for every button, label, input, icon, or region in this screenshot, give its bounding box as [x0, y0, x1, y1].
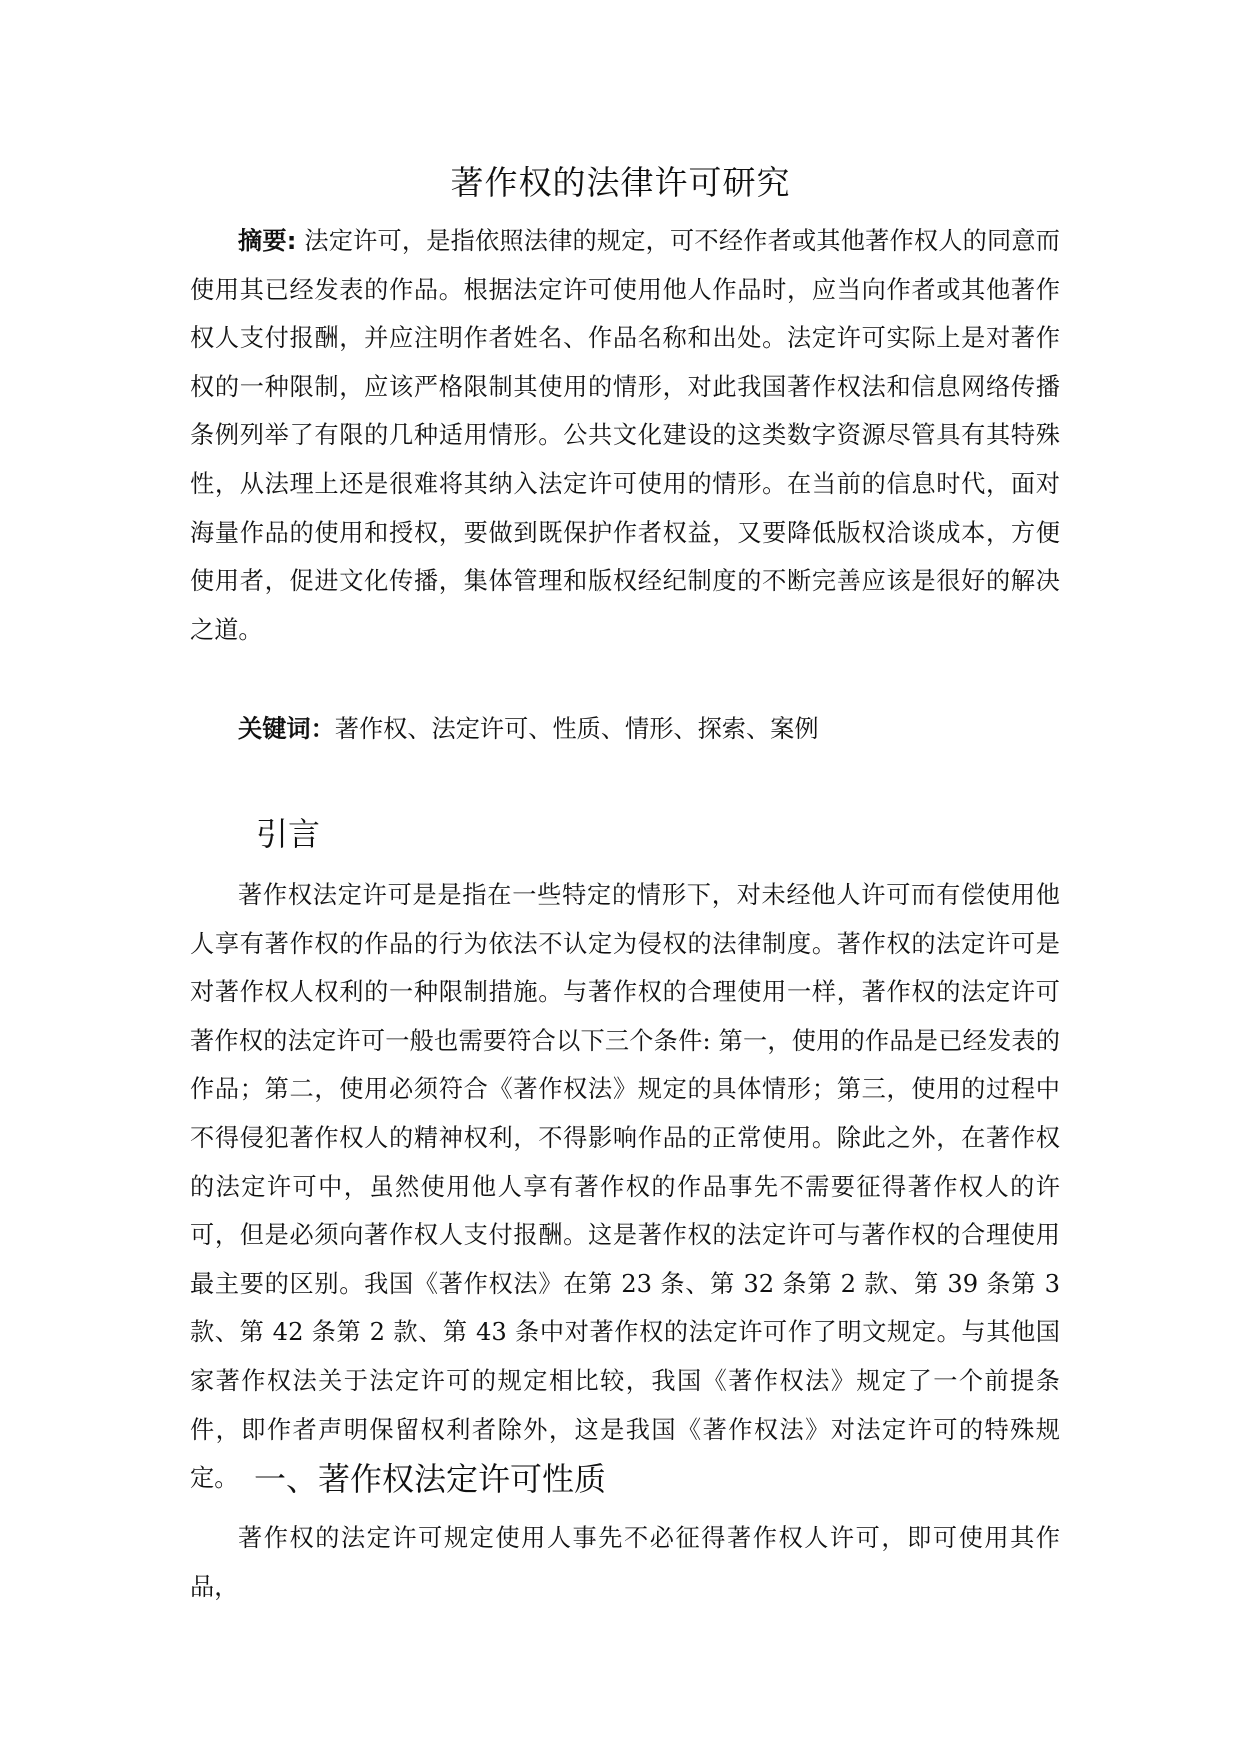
abstract-text: 法定许可，是指依照法律的规定，可不经作者或其他著作权人的同意而使用其已经发表的作品。根据法定许可使用他人作品时，应当向作者或其他著作权人支付报酬，并应注明作者姓名、作品名称和出处。法定许可实际上是对著作权的一种限制，应该严格限制其使用的情形，对此我国著作权法和信息网络传播条例列举了有限的几种适用情形。公共文化建设的这类数字资源尽管具有其特殊性，从法理上还是很难将其纳入法定许可使用的情形。在当前的信息时代，面对海量作品的使用和授权，要做到既保护作者权益，又要降低版权洽谈成本，方便使用者，促进文化传播，集体管理和版权经纪制度的不断完善应该是很好的解决之道。 [190, 227, 1060, 644]
keywords-text: 著作权、法定许可、性质、情形、探索、案例 [334, 715, 819, 743]
document-title: 著作权的法律许可研究 [450, 163, 791, 202]
introduction-paragraph: 著作权法定许可是是指在一些特定的情形下，对未经他人许可而有偿使用他人享有著作权的作品的行为依法不认定为侵权的法律制度。著作权的法定许可是对著作权人权利的一种限制措施。与著作权的合理使用一样，著作权的法定许可著作权的法定许可一般也需要符合以下三个条件: 第一，使用的作品是已经发表的作品；第二，使用必须符合《著作权法》规定的具体情形；第三，使用的过程中不得侵犯著作权人的精神权利，不得影响作品的正常使用。除此之外，在著作权的法定许可中，虽然使用他人享有著作权的作品事先不需要征得著作权人的许可，但是必须向著作权人支付报酬。这是著作权的法定许可与著作权的合理使用最主要的区别。我国《著作权法》在第 23 条、第 32 条第 2 款、第 39 条第 3 款、第 42 条第 2 款、第 43 条中对著作权的法定许可作了明文规定。与其他国家著作权法关于法定许可的规定相比较，我国《著作权法》规定了一个前提条件，即作者声明保留权利者除外，这是我国《著作权法》对法定许可的特殊规定。 [190, 881, 1060, 1493]
section-1-paragraph: 著作权的法定许可规定使用人事先不必征得著作权人许可，即可使用其作品， [190, 1524, 1060, 1601]
keywords-label: 关键词： [238, 715, 335, 743]
abstract-label: 摘要: [238, 227, 297, 255]
abstract-paragraph [190, 217, 1060, 654]
keywords-paragraph [190, 705, 1060, 754]
introduction-heading: 引言 [256, 815, 321, 853]
section-1-heading: 一、著作权法定许可性质 [254, 1460, 607, 1498]
